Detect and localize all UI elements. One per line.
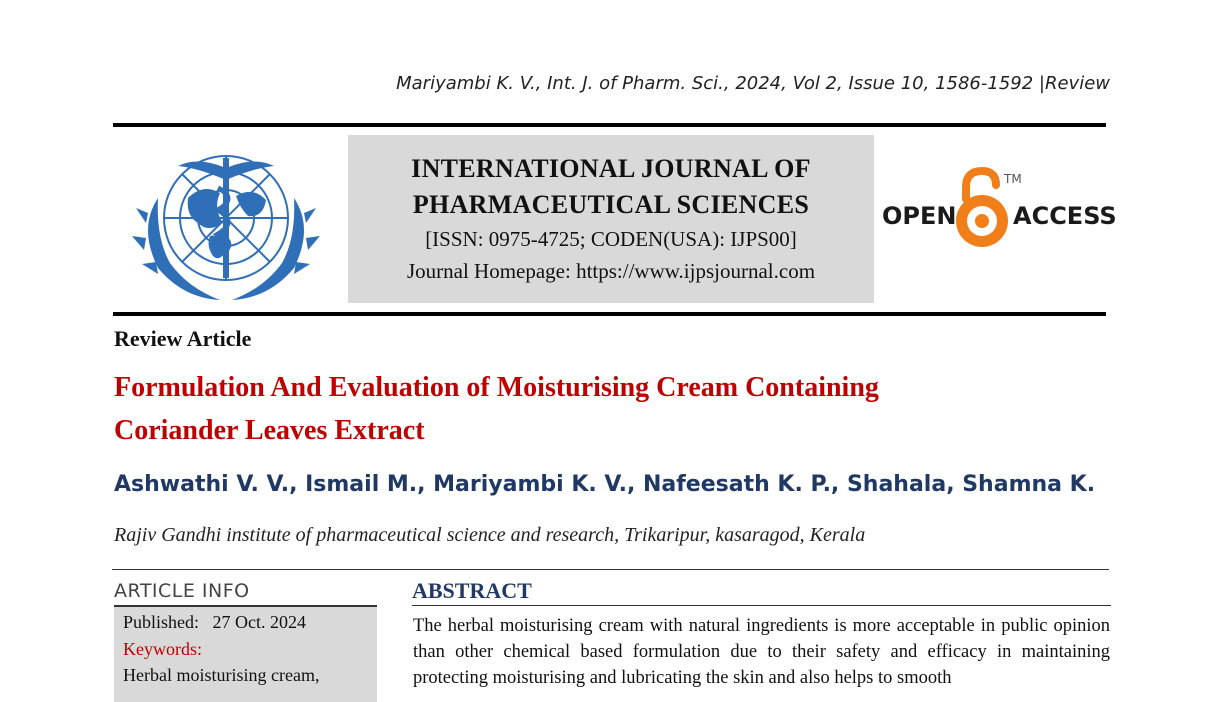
journal-title-line1: INTERNATIONAL JOURNAL OF: [411, 154, 811, 183]
header-rule-top: [113, 123, 1106, 127]
author-list: Ashwathi V. V., Ismail M., Mariyambi K. V., Nafeesath K. P., Shahala, Shamna K.: [114, 472, 1096, 497]
keywords-label: Keywords:: [123, 639, 202, 659]
journal-emblem-logo: [128, 138, 324, 306]
article-type: Review Article: [114, 326, 252, 351]
open-access-tm-text: TM: [1004, 172, 1022, 186]
article-info-heading: ARTICLE INFO: [114, 580, 250, 602]
open-access-access-text: ACCESS: [1013, 202, 1117, 230]
published-date: 27 Oct. 2024: [212, 612, 307, 632]
open-lock-icon: [956, 171, 1008, 247]
article-title-line1: Formulation And Evaluation of Moisturising Cream Containing: [114, 372, 879, 403]
header-rule-bottom: [113, 312, 1106, 316]
journal-masthead: [348, 135, 874, 303]
abstract-rule: [412, 605, 1111, 606]
section-divider: [112, 569, 1109, 570]
running-header-citation: Mariyambi K. V., Int. J. of Pharm. Sci., 2024, Vol 2, Issue 10, 1586-1592 |Review: [396, 73, 1110, 94]
abstract-text: The herbal moisturising cream with natural ingredients is more acceptable in public opinion than other chemical based formulation due to their safety and efficacy in maintaining protecting moisturising and lubricating the skin and also helps to smooth: [413, 616, 1110, 688]
article-info-panel: [114, 605, 377, 702]
journal-homepage-link[interactable]: Journal Homepage: https://www.ijpsjournal.com: [406, 259, 816, 283]
author-affiliation: Rajiv Gandhi institute of pharmaceutical science and research, Trikaripur, kasaragod, Kerala: [114, 524, 866, 546]
article-title: [114, 366, 1104, 452]
published-label: Published:: [123, 612, 200, 632]
keyword-item: Herbal moisturising cream,: [123, 665, 320, 685]
open-access-logo: [880, 165, 1117, 255]
article-title-line2: Coriander Leaves Extract: [114, 415, 425, 446]
abstract-heading: ABSTRACT: [412, 578, 532, 603]
journal-title-line2: PHARMACEUTICAL SCIENCES: [412, 190, 810, 219]
open-access-open-text: OPEN: [882, 202, 957, 230]
journal-issn: [ISSN: 0975-4725; CODEN(USA): IJPS00]: [425, 227, 797, 251]
published-row: [123, 612, 306, 633]
